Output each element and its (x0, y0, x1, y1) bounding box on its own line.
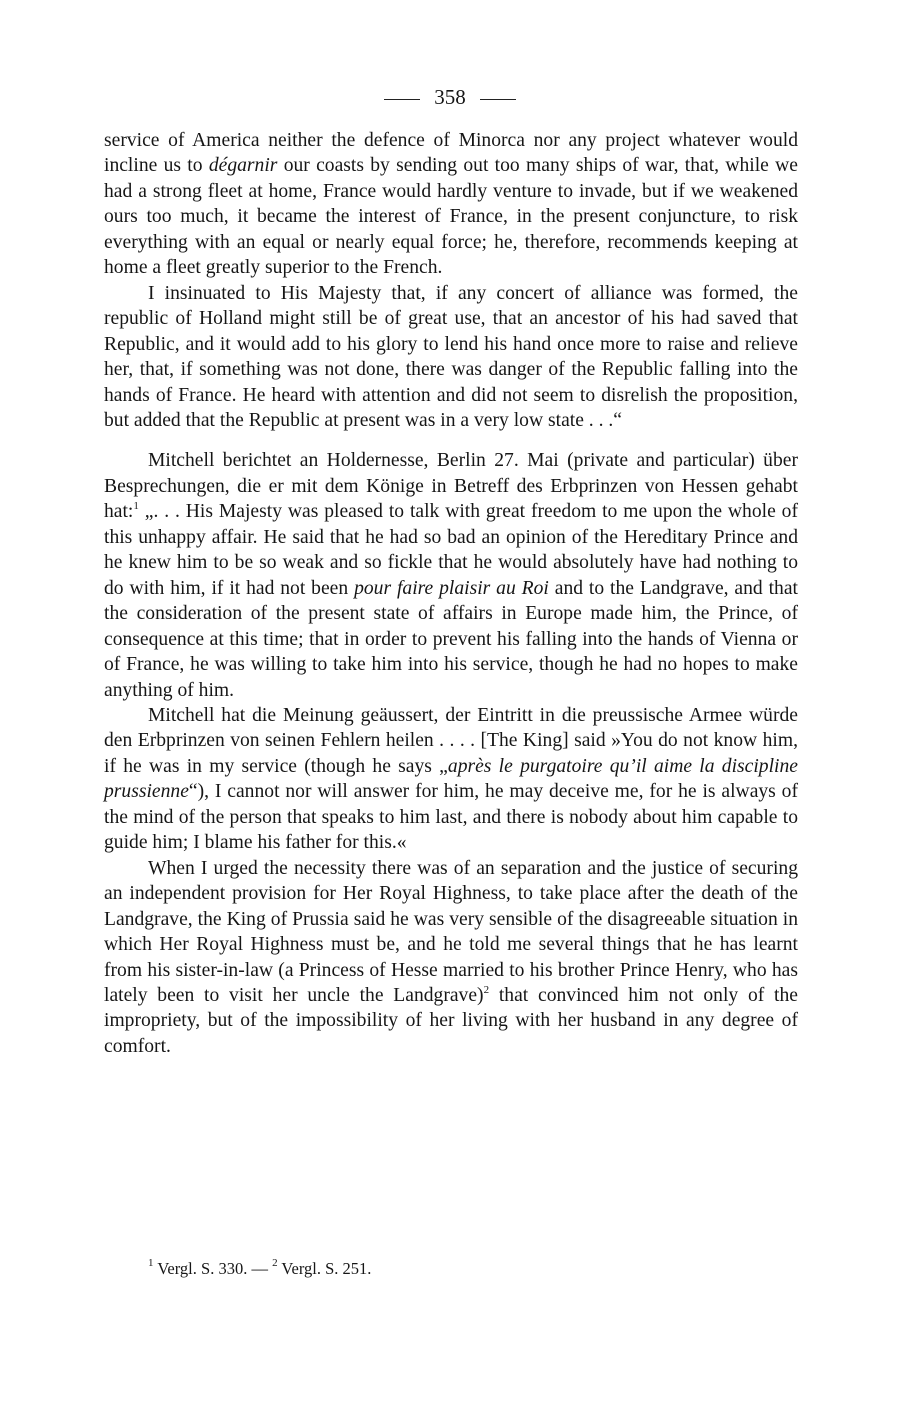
text-run: „. . . His Majesty was pleased to talk with great freedom to me upon the whole of this unhappy affair. He said that he had so bad an opinion of the Hereditary Prince and he knew him to be so weak and so fickle that he would absolutely have had nothing to do with him, if it had not been (104, 501, 798, 599)
text-run: Mitchell hat die Meinung geäussert, der Eintritt in die preussische Armee würde den Erbprinzen von seinen Fehlern heilen . . . . [The King] said »You do not know him, if he was in my service (though he says „ (104, 704, 798, 777)
text-run: service of America neither the defence of Minorca nor any project whatever would incline us to (104, 130, 798, 177)
footnote-text: Vergl. S. 330. (157, 1259, 248, 1278)
text-run: that convinced him not only of the impropriety, but of the impossibility of her living with her husband in any degree of comfort. (104, 984, 798, 1057)
text-run: our coasts by sending out too many ships of war, that, while we had a strong fleet at home, France would hardly venture to invade, but if we weakened ours too much, it became the interest of France, in the present conjuncture, to risk everything with an equal or nearly equal force; he, therefore, recommends keeping at home a fleet greatly superior to the French. (104, 155, 798, 279)
italic-text: dégarnir (208, 155, 278, 177)
paragraph (104, 448, 798, 703)
paragraph (104, 856, 798, 1060)
footnote-text: Vergl. S. 251. (281, 1259, 372, 1278)
text-run: When I urged the necessity there was of an separation and the justice of securing an independent provision for Her Royal Highness, to take place after the death of the Landgrave, the King of Prussia said he was very sensible of the disagreeable situation in which Her Royal Highness must be, and he told me several things that he has learnt from his sister-in-law (a Princess of Hesse married to his brother Prince Henry, who has lately been to visit her uncle the Landgrave) (104, 857, 798, 1006)
footnote-ref: 2 (483, 983, 490, 996)
text-run: Mitchell berichtet an Holdernesse, Berlin 27. Mai (private and particular) über Besprechungen, die er mit dem Könige in Betreff des Erbprinzen von Hessen gehabt hat: (104, 450, 798, 523)
footnote-ref: 1 (133, 500, 139, 513)
footnote-marker: 1 (148, 1257, 154, 1269)
paragraph (104, 281, 798, 434)
footnote-1 (148, 1259, 247, 1278)
italic-text: pour faire plaisir au Roi (354, 577, 549, 599)
text-run: “), I cannot nor will answer for him, he may deceive me, for he is always of the mind of the person that speaks to him last, and there is nobody about him capable to guide him; I blame his father for this.« (104, 781, 798, 854)
body-text (104, 128, 798, 1059)
header-dash-left (384, 99, 420, 100)
footnote-marker: 2 (272, 1257, 278, 1269)
footnote-separator: — (247, 1259, 273, 1278)
footnotes (148, 1258, 798, 1280)
page-header (0, 82, 900, 112)
paragraph (104, 128, 798, 281)
footnote-2 (272, 1259, 371, 1278)
italic-text: après le purgatoire qu’il aime la discipline prussienne (104, 755, 798, 803)
header-dash-right (480, 99, 516, 100)
paragraph (104, 703, 798, 856)
page-number: 358 (434, 85, 466, 109)
text-run: I insinuated to His Majesty that, if any concert of alliance was formed, the republic of Holland might still be of great use, that an ancestor of his had saved that Republic, and it would add to his glory to lend his hand once more to raise and relieve her, that, if something was not done, there was danger of the Republic falling into the hands of France. He heard with attention and did not seem to disrelish the proposition, but added that the Republic at present was in a very low state . . .“ (104, 282, 798, 431)
text-run: and to the Landgrave, and that the consideration of the present state of affairs in Europe made him, the Prince, of consequence at this time; that in order to prevent his falling into the hands of Vienna or of France, he was willing to take him into his service, though he had no hopes to make anything of him. (104, 577, 798, 701)
